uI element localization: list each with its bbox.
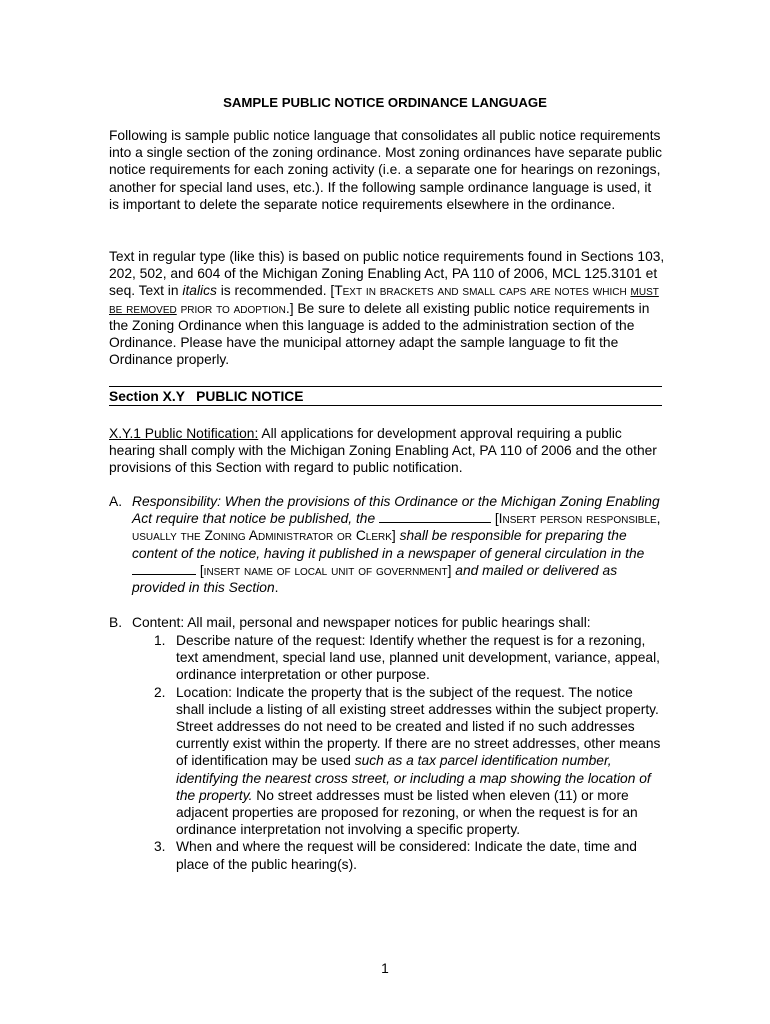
blank-line [379,511,491,523]
content-subitems-list [154,632,664,873]
item-a-bracket-1: Insert person responsible, usually the Zoning Administrator or Clerk [132,511,661,544]
list-item-text: When and where the request will be considered: Indicate the date, time and place of the public hearing(s). [176,839,637,872]
note-caps-2: prior to adoption. [176,300,290,316]
item-b-content [109,614,665,631]
item-a-text-3: and mailed or delivered as provided in this Section [132,562,618,596]
section-heading: Section X.Y PUBLIC NOTICE [109,386,662,406]
page-number: 1 [381,961,389,976]
note-italics-word: italics [182,283,217,299]
document-title: SAMPLE PUBLIC NOTICE ORDINANCE LANGUAGE [223,95,547,110]
note-text-3: ] Be sure to delete all existing public notice requirements in the Zoning Ordinance when this language is added to the administration section of the Ordinance. Please have the municipal attorney adapt the sample language to fit the Ordinance properly. [109,300,650,368]
note-text-1: Text in regular type (like this) is based on public notice requirements found in Sections 103, 202, 502, and 604 of the Michigan Zoning Enabling Act, PA 110 of 2006, MCL 125.3101 et seq. Text in [109,249,665,299]
item-a-bracket-2: insert name of local unit of government [203,562,448,578]
item-a-text-1: Responsibility: When the provisions of this Ordinance or the Michigan Zoning Enabling Act require that notice be published, the [132,494,660,527]
note-paragraph [109,248,665,368]
list-item-text: Describe nature of the request: Identify whether the request is for a rezoning, text amendment, special land use, planned unit development, variance, appeal, ordinance interpretation or other purpose. [176,633,660,683]
list-item [154,632,664,684]
item-a-text-4: . [274,580,279,596]
blank-line [132,563,196,575]
item-a-text-2: shall be responsible for preparing the content of the notice, having it published in a newspaper of general circulation in the [132,528,645,561]
item-a-body: Responsibility: When the provisions of this Ordinance or the Michigan Zoning Enabling Act require that notice be published, the [Insert person responsible, usually the Zoning Administrator or Clerk] shall be responsible for preparing the content of the notice, having it published in a newspaper of general circulation in the [insert name of local unit of government] and mailed or delivered as provided in this Section. [132,494,661,596]
list-item-text: Location: Indicate the property that is the subject of the request. The notice shall include a listing of all existing street addresses within the subject property. Street addresses do not need to be created and listed if no such addresses currently exist within the property. If there are no street addresses, other means of identification may be used [176,684,661,769]
note-caps-1: Text in brackets and small caps are notes which [334,283,631,299]
list-item [154,838,664,872]
list-item-number: 1. [154,633,166,648]
list-item [154,684,664,839]
intro-paragraph: Following is sample public notice language that consolidates all public notice requirements into a single section of the zoning ordinance. Most zoning ordinances have separate public notice requirements for each zoning activity (i.e. a separate one for hearings on rezonings, another for special land uses, etc.). If the following sample ordinance language is used, it is important to delete the separate notice requirements elsewhere in the ordinance. [109,128,662,212]
public-notification-paragraph [109,425,665,477]
item-b-letter: B. [109,615,123,630]
item-b-text: Content: All mail, personal and newspaper notices for public hearings shall: [132,615,591,630]
list-item-number: 3. [154,839,166,855]
public-notification-text: All applications for development approval requiring a public hearing shall comply with the Michigan Zoning Enabling Act, PA 110 of 2006 and the other provisions of this Section with regard to public notification. [109,426,657,476]
note-caps-underlined: must be removed [109,283,659,316]
item-a-responsibility [109,493,665,596]
public-notification-label: X.Y.1 Public Notification: [109,426,259,441]
item-a-letter: A. [109,494,123,509]
list-item-italic: such as a tax parcel identification number, identifying the nearest cross street, or including a map showing the location of the property. [176,753,651,803]
note-text-2: is recommended. [ [216,283,335,299]
list-item-text-cont: No street addresses must be listed when eleven (11) or more adjacent properties are proposed for rezoning, or when the request is for an ordinance interpretation not involving a specific property. [176,787,638,838]
list-item-number: 2. [154,684,166,700]
